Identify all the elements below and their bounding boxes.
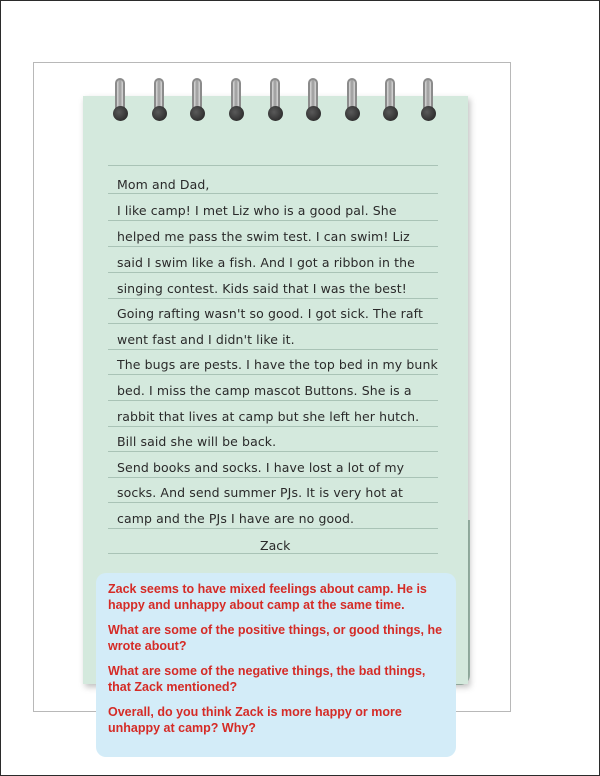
spiral-ring-icon <box>421 78 437 124</box>
question-negative: What are some of the negative things, the bad things, that Zack mentioned? <box>108 664 426 694</box>
ruled-line <box>108 477 438 478</box>
spiral-ring-icon <box>268 78 284 124</box>
ruled-line <box>108 272 438 273</box>
spiral-ring-icon <box>152 78 168 124</box>
letter-line: said I swim like a fish. And I got a ribbon in the <box>117 255 415 270</box>
ruled-line <box>108 528 438 529</box>
letter-line: Bill said she will be back. <box>117 434 277 449</box>
ruled-line <box>108 553 438 554</box>
ruled-line <box>108 451 438 452</box>
question-overall: Overall, do you think Zack is more happy or more unhappy at camp? Why? <box>108 705 402 735</box>
letter-line: I like camp! I met Liz who is a good pal. She <box>117 203 397 218</box>
letter-line: Going rafting wasn't so good. I got sick. The raft <box>117 306 423 321</box>
ruled-line <box>108 374 438 375</box>
ruled-line <box>108 349 438 350</box>
spiral-ring-icon <box>383 78 399 124</box>
letter-signature: Zack <box>260 538 291 553</box>
spiral-ring-icon <box>306 78 322 124</box>
ruled-line <box>108 193 438 194</box>
spiral-ring-icon <box>229 78 245 124</box>
letter-line: socks. And send summer PJs. It is very hot at <box>117 485 404 500</box>
letter-line: helped me pass the swim test. I can swim! Liz <box>117 229 410 244</box>
letter-line: rabbit that lives at camp but she left her hutch. <box>117 409 420 424</box>
letter-line: camp and the PJs I have are no good. <box>117 511 355 526</box>
ruled-line <box>108 298 438 299</box>
ruled-line <box>108 323 438 324</box>
ruled-line <box>108 246 438 247</box>
question-positive: What are some of the positive things, or good things, he wrote about? <box>108 623 443 653</box>
spiral-ring-icon <box>345 78 361 124</box>
spiral-ring-icon <box>113 78 129 124</box>
ruled-line <box>108 165 438 166</box>
ruled-line <box>108 220 438 221</box>
spiral-ring-icon <box>190 78 206 124</box>
letter-line: Send books and socks. I have lost a lot of my <box>117 460 405 475</box>
ruled-line <box>108 502 438 503</box>
question-intro: Zack seems to have mixed feelings about camp. He is happy and unhappy about camp at the same time. <box>108 582 427 612</box>
question-box <box>96 573 456 757</box>
ruled-line <box>108 426 438 427</box>
letter-line: The bugs are pests. I have the top bed in my bunk <box>117 357 438 372</box>
letter-line: bed. I miss the camp mascot Buttons. She is a <box>117 383 412 398</box>
letter-line: singing contest. Kids said that I was the best! <box>117 281 407 296</box>
letter-greeting: Mom and Dad, <box>117 177 210 192</box>
letter-line: went fast and I didn't like it. <box>117 332 295 347</box>
ruled-line <box>108 400 438 401</box>
